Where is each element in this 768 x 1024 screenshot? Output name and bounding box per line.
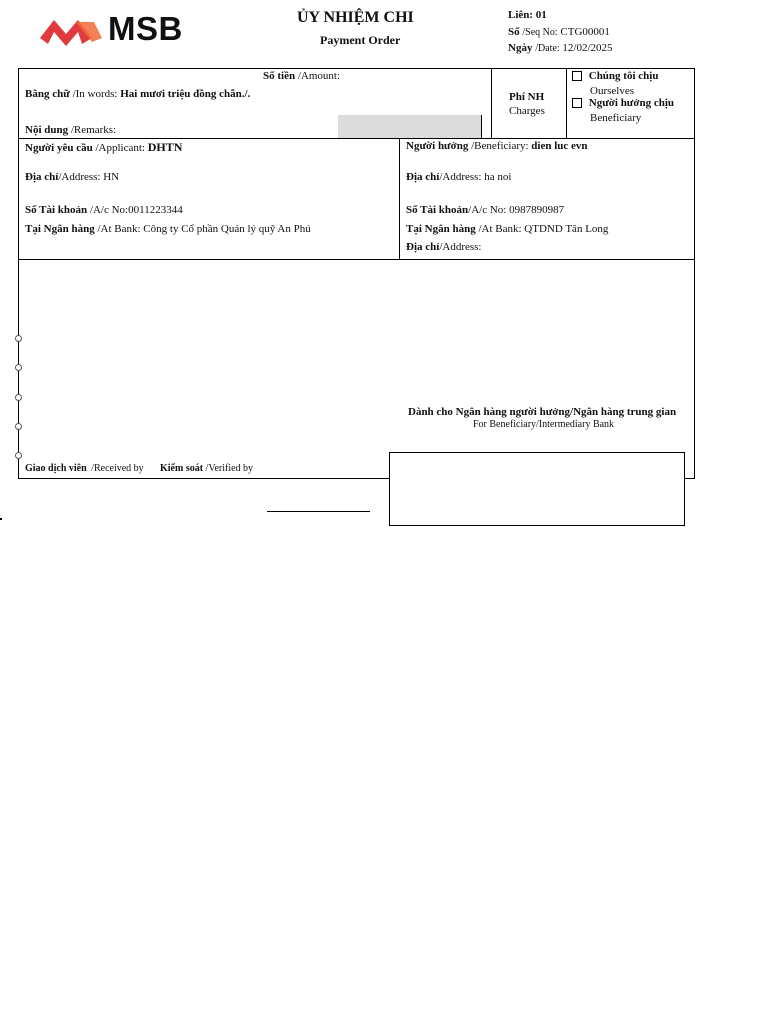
verified-by-en: /Verified by xyxy=(205,463,254,474)
brand-name: MSB xyxy=(108,10,183,47)
page-subtitle: Payment Order xyxy=(320,33,401,47)
beneficiary-bank-label-vi: Tại Ngân hàng xyxy=(406,223,476,235)
verified-by-label xyxy=(160,463,253,474)
beneficiary-bank-address-row xyxy=(406,241,481,253)
divider-applicant-bottom xyxy=(18,259,695,260)
received-by-label xyxy=(25,463,144,474)
beneficiary-address-row xyxy=(406,171,511,183)
applicant-bank-label-vi: Tại Ngân hàng xyxy=(25,223,95,235)
punch-hole xyxy=(15,452,22,459)
signature-line xyxy=(267,511,370,512)
ourselves-label-en: Ourselves xyxy=(590,85,634,97)
punch-hole xyxy=(15,335,22,342)
beneficiary-account-label-en: /A/c No: xyxy=(468,204,507,216)
divider-charges-right xyxy=(566,68,567,138)
ourselves-checkbox[interactable] xyxy=(572,71,582,81)
beneficiary-charge-label-en: Beneficiary xyxy=(590,112,642,124)
received-by-en: /Received by xyxy=(91,463,144,474)
beneficiary-label-vi: Người hưởng chịu xyxy=(588,97,675,109)
in-words-value: Hai mươi triệu đồng chẵn./. xyxy=(120,88,251,100)
divider-charges-left xyxy=(491,68,492,138)
remarks-label-en: /Remarks: xyxy=(70,124,117,136)
beneficiary-address-label-vi: Địa chỉ xyxy=(406,171,440,183)
date-value: 12/02/2025 xyxy=(562,42,613,54)
charges-option-beneficiary[interactable] xyxy=(572,97,674,109)
amount-label-en: /Amount: xyxy=(297,70,341,82)
applicant-address-label-en: /Address: xyxy=(58,171,101,183)
date-row xyxy=(508,42,613,54)
verified-by-vi: Kiểm soát xyxy=(160,463,204,474)
charges-label-en: Charges xyxy=(509,105,545,117)
applicant-address-label-vi: Địa chỉ xyxy=(25,171,59,183)
divider-parties xyxy=(399,138,400,259)
applicant-bank-row xyxy=(25,223,311,235)
copy-label: Liên: 01 xyxy=(508,9,547,21)
beneficiary-checkbox[interactable] xyxy=(572,98,582,108)
applicant-name-row xyxy=(25,140,182,155)
applicant-bank-value: Công ty Cổ phần Quản lý quỹ An Phú xyxy=(143,223,311,235)
punch-hole xyxy=(15,394,22,401)
applicant-address-row xyxy=(25,171,119,183)
beneficiary-name-row xyxy=(406,140,588,152)
beneficiary-bank-label-en: /At Bank: xyxy=(478,223,522,235)
seq-label-en: /Seq No: xyxy=(522,27,558,38)
applicant-account-value: 0011223344 xyxy=(128,204,183,216)
margin-dot xyxy=(0,518,2,520)
beneficiary-bank-row xyxy=(406,223,608,235)
in-words-label-en: /In words: xyxy=(72,88,118,100)
applicant-address-value: HN xyxy=(103,171,120,183)
date-label-vi: Ngày xyxy=(508,42,533,54)
ourselves-label-vi: Chúng tôi chịu xyxy=(588,70,659,82)
beneficiary-account-value: 0987890987 xyxy=(509,204,565,216)
beneficiary-address-label-en: /Address: xyxy=(439,171,482,183)
applicant-label-en: /Applicant: xyxy=(95,142,145,154)
remarks-label-vi: Nội dung xyxy=(25,124,69,136)
applicant-account-label-vi: Số Tài khoản xyxy=(25,204,88,216)
beneficiary-address-value: ha noi xyxy=(484,171,512,183)
beneficiary-account-label-vi: Số Tài khoản xyxy=(406,204,469,216)
bank-section-title: Dành cho Ngân hàng người hưởng/Ngân hàng trung gian xyxy=(408,406,677,418)
beneficiary-bank-value: QTDND Tân Long xyxy=(524,223,609,235)
seq-row xyxy=(508,26,610,38)
beneficiary-bank-address-label-en: /Address: xyxy=(439,241,482,253)
punch-hole xyxy=(15,364,22,371)
remarks-field[interactable] xyxy=(338,115,482,138)
charges-label-vi: Phí NH xyxy=(509,91,545,103)
remarks-row xyxy=(25,124,116,136)
applicant-name-value: DHTN xyxy=(147,140,183,154)
beneficiary-name-value: dien luc evn xyxy=(531,140,588,152)
amount-label-vi: Số tiền xyxy=(263,70,296,82)
beneficiary-label-en: /Beneficiary: xyxy=(471,140,529,152)
bank-stamp-box xyxy=(389,452,685,526)
in-words-label-vi: Bằng chữ xyxy=(25,88,70,100)
received-by-vi: Giao dịch viên xyxy=(25,463,87,474)
beneficiary-bank-address-label-vi: Địa chỉ xyxy=(406,241,440,253)
applicant-label-vi: Người yêu cầu xyxy=(25,142,93,154)
page-title: ỦY NHIỆM CHI xyxy=(297,9,414,26)
applicant-account-label-en: /A/c No: xyxy=(89,204,129,216)
msb-logo-mark-icon xyxy=(36,12,108,50)
seq-value: CTG00001 xyxy=(560,26,610,38)
charges-option-ourselves[interactable] xyxy=(572,70,658,82)
amount-label xyxy=(263,70,340,82)
date-label-en: /Date: xyxy=(535,43,560,54)
seq-label-vi: Số xyxy=(508,26,520,38)
beneficiary-label-vi: Người hưởng xyxy=(406,140,469,152)
in-words-row xyxy=(25,88,250,100)
beneficiary-account-row xyxy=(406,204,564,216)
applicant-account-row xyxy=(25,204,183,216)
divider-amount-applicant xyxy=(18,138,695,139)
bank-section-subtitle: For Beneficiary/Intermediary Bank xyxy=(473,419,615,430)
punch-hole xyxy=(15,423,22,430)
applicant-bank-label-en: /At Bank: xyxy=(97,223,141,235)
msb-logo xyxy=(36,12,201,50)
